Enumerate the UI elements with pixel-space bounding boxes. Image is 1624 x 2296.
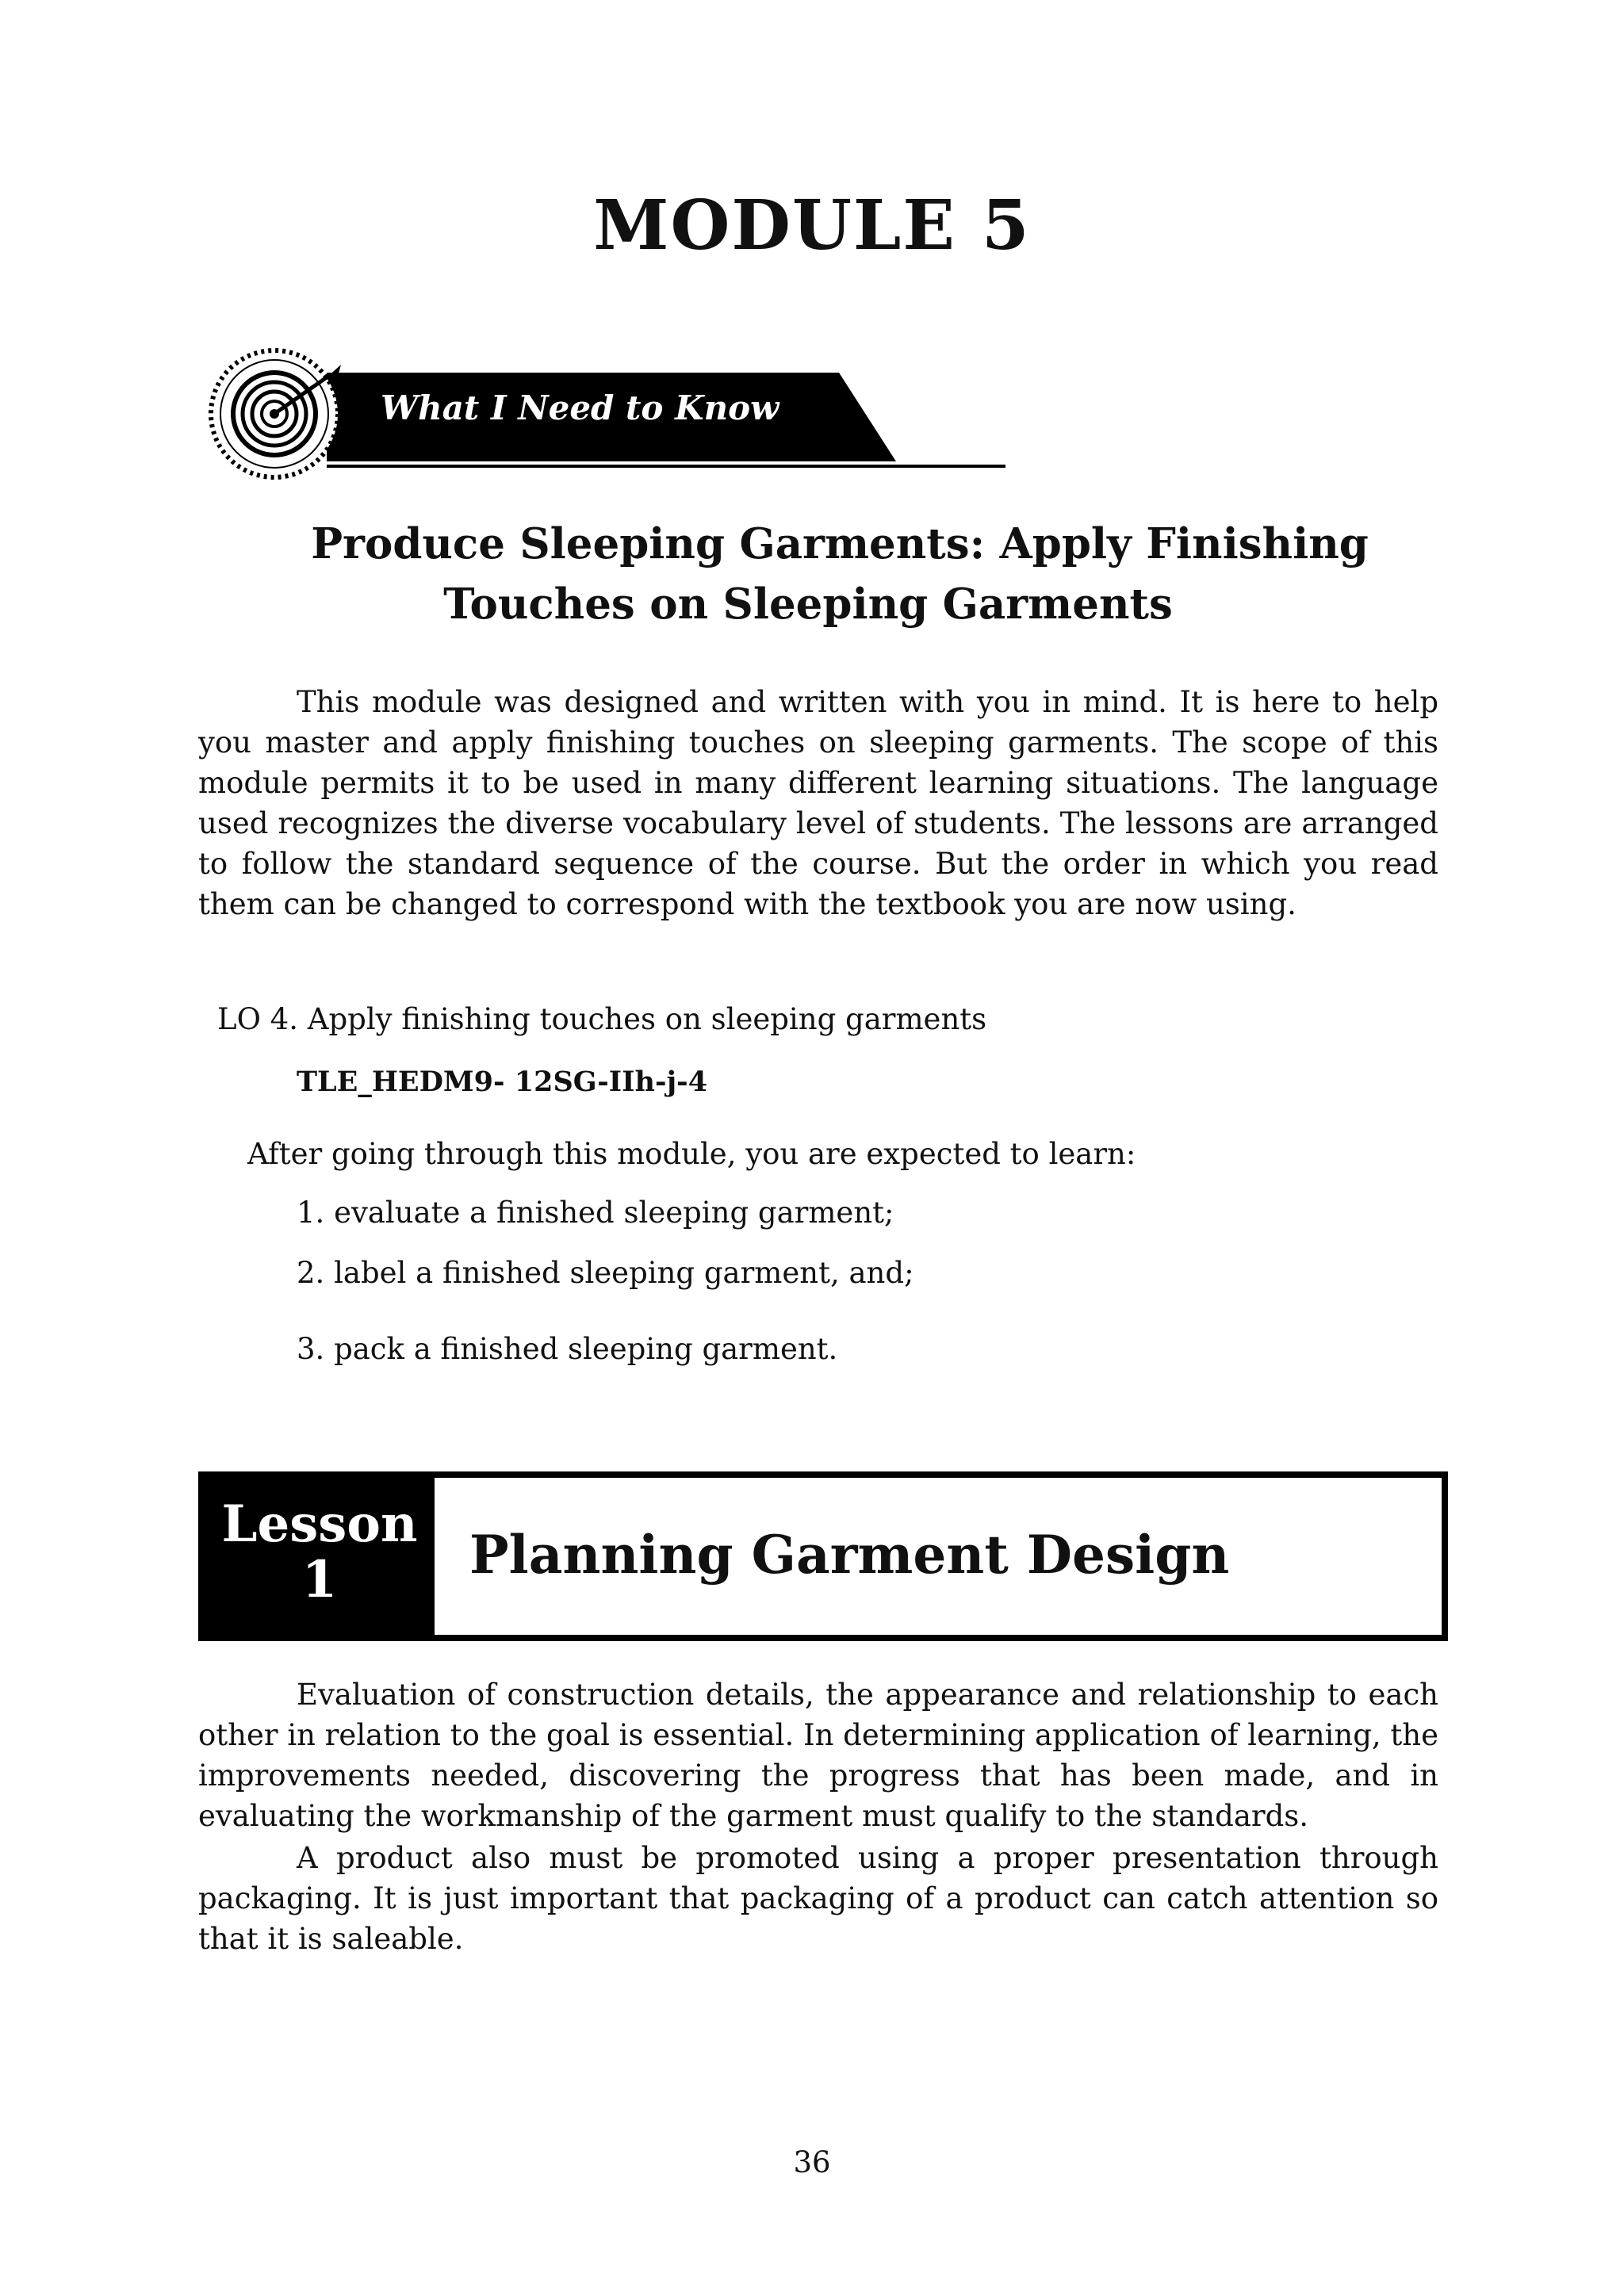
objective-item: 2. label a finished sleeping garment, and;	[297, 1256, 914, 1290]
lesson-word: Lesson	[221, 1494, 418, 1554]
packaging-paragraph: A product also must be promoted using a proper presentation through packaging. It is just important that packaging of a product can catch attention so that it is saleable.	[198, 1841, 1438, 1956]
objective-item: 1. evaluate a finished sleeping garment;	[297, 1196, 894, 1230]
competency-code: TLE_HEDM9- 12SG-IIh-j-4	[297, 1066, 708, 1098]
topic-title-line2: Touches on Sleeping Garments	[443, 580, 1173, 629]
objective-item: 3. pack a finished sleeping garment.	[297, 1332, 838, 1366]
intro-paragraph: This module was designed and written with you in mind. It is here to help you master and apply finishing touches on sleeping garments. The scope of this module permits it to be used in many different learning situations. The language used recognizes the diverse vocabulary level of students. The lessons are arranged to follow the standard sequence of the course. But the order in which you read them can be changed to correspond with the textbook you are now using.	[198, 685, 1438, 921]
page-number: 36	[793, 2145, 831, 2179]
evaluation-paragraph: Evaluation of construction details, the appearance and relationship to each other in relation to the goal is essential. In determining application of learning, the improvements needed, discovering the progress that has been made, and in evaluating the workmanship of the garment must qualify to the standards.	[198, 1678, 1439, 1833]
objectives-lead-in: After going through this module, you are expected to learn:	[247, 1137, 1136, 1171]
what-i-need-to-know-banner	[208, 341, 1009, 484]
banner-label: What I Need to Know	[381, 388, 779, 427]
lesson-number: 1	[301, 1550, 338, 1609]
lesson-header	[198, 1471, 1448, 1641]
topic-title	[0, 514, 1624, 634]
topic-title-line1: Produce Sleeping Garments: Apply Finishing	[311, 519, 1369, 568]
lesson-label	[205, 1478, 435, 1635]
module-title: MODULE 5	[593, 186, 1031, 266]
learning-outcome: LO 4. Apply finishing touches on sleeping garments	[217, 1002, 987, 1036]
lesson-title: Planning Garment Design	[469, 1524, 1230, 1586]
